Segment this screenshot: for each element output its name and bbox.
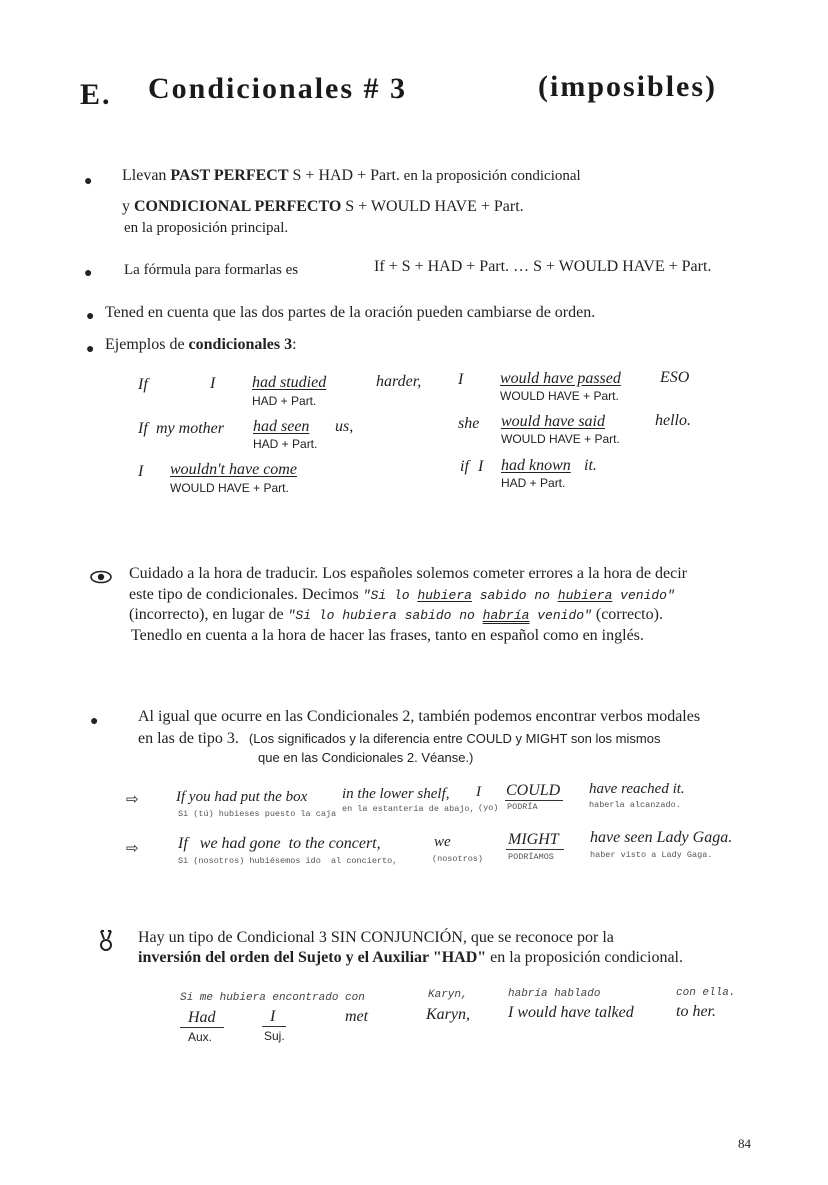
modals-line-2: en las de tipo 3. (Los significados y la diferencia entre COULD y MIGHT son los mismos <box>138 730 661 747</box>
inversion-word: met <box>345 1008 369 1025</box>
modal-example-translation: (nosotros) <box>432 854 484 864</box>
example-word: if <box>460 458 469 475</box>
modal-example-translation: Si (nosotros) hubiésemos ido al concierto, <box>178 856 398 866</box>
modals-line-3: que en las Condicionales 2. Véanse.) <box>258 750 474 765</box>
inversion-aux-label: Aux. <box>188 1030 213 1044</box>
inversion-translation: habría hablado <box>508 988 601 1000</box>
modal-verb: COULD <box>506 782 561 799</box>
example-verb: would have passed <box>500 370 621 387</box>
example-word: us, <box>335 418 354 435</box>
modals-line-1: Al igual que ocurre en las Condicionales 2, también podemos encontrar verbos modales <box>138 708 701 725</box>
example-verb: had known <box>501 457 571 474</box>
example-word: I <box>210 375 216 392</box>
modal-example-part: If we had gone to the concert, <box>178 835 381 852</box>
medal-icon <box>98 930 114 952</box>
example-word: If <box>138 420 148 437</box>
warning-line-1: Cuidado a la hora de traducir. Los españoles solemos cometer errores a la hora de decir <box>129 565 688 582</box>
example-verb-label: WOULD HAVE + Part. <box>500 389 619 403</box>
modal-underline <box>505 800 563 801</box>
modal-underline <box>506 849 564 850</box>
page-title: Condicionales # 3 <box>148 72 408 105</box>
modal-example-translation: haber visto a Lady Gaga. <box>590 850 713 860</box>
bullet-icon: ● <box>84 174 93 189</box>
bullet-1-line-1: Llevan PAST PERFECT S + HAD + Part. en la proposición condicional <box>122 167 581 184</box>
example-word: she <box>458 415 480 432</box>
modal-example-translation: en la estantería de abajo, <box>342 804 475 814</box>
bullet-2-text: La fórmula para formarlas es <box>124 262 299 278</box>
modal-example-part: If you had put the box <box>176 789 308 805</box>
section-letter: E. <box>80 78 112 111</box>
example-word: I <box>478 458 484 475</box>
eye-icon <box>90 570 112 584</box>
modal-example-translation: PODRÍA <box>507 802 538 812</box>
inversion-line-1: Hay un tipo de Condicional 3 SIN CONJUNCIÓN, que se reconoce por la <box>138 929 614 946</box>
example-word: If <box>138 376 148 393</box>
example-word: my mother <box>156 420 224 437</box>
inversion-word: I would have talked <box>508 1004 634 1021</box>
warning-line-2: este tipo de condicionales. Decimos "Si lo hubiera sabido no hubiera venido" <box>129 586 675 603</box>
inversion-translation: Karyn, <box>428 989 468 1001</box>
bullet-icon: ● <box>86 342 95 357</box>
modal-example-part: I <box>476 784 481 800</box>
modal-verb: MIGHT <box>508 831 559 848</box>
page-number: 84 <box>738 1136 751 1151</box>
example-word: ESO <box>660 369 690 386</box>
bullet-icon: ● <box>84 266 93 281</box>
example-verb-label: WOULD HAVE + Part. <box>501 432 620 446</box>
inversion-subject-label: Suj. <box>264 1029 285 1043</box>
modal-example-part: we <box>434 834 451 850</box>
warning-line-4: Tenedlo en cuenta a la hora de hacer las frases, tanto en español como en inglés. <box>131 627 644 644</box>
bullet-4-text: Ejemplos de condicionales 3: <box>105 336 297 353</box>
example-word: I <box>138 463 144 480</box>
modal-example-translation: haberla alcanzado. <box>589 800 681 810</box>
bullet-icon: ● <box>86 309 95 324</box>
inversion-word: Karyn, <box>426 1006 470 1023</box>
modal-example-translation: Si (tú) hubieses puesto la caja <box>178 809 337 819</box>
bullet-1-line-3: en la proposición principal. <box>124 220 289 236</box>
example-verb-label: HAD + Part. <box>253 437 318 451</box>
example-word: hello. <box>655 412 691 429</box>
bullet-2-formula: If + S + HAD + Part. … S + WOULD HAVE + Part. <box>374 258 712 275</box>
modal-example-translation: PODRÍAMOS <box>508 852 554 862</box>
bullet-icon: ● <box>90 714 99 729</box>
subject-underline <box>262 1026 286 1027</box>
inversion-line-2: inversión del orden del Sujeto y el Auxiliar "HAD" en la proposición condicional. <box>138 949 683 966</box>
inversion-aux: Had <box>188 1009 216 1026</box>
example-verb: would have said <box>501 413 605 430</box>
inversion-word: to her. <box>676 1003 716 1020</box>
example-verb: wouldn't have come <box>170 461 297 478</box>
inversion-translation: Si me hubiera encontrado con <box>180 992 365 1004</box>
bullet-3-text: Tened en cuenta que las dos partes de la oración pueden cambiarse de orden. <box>105 304 596 321</box>
inversion-translation: con ella. <box>676 987 736 999</box>
example-verb: had studied <box>252 374 327 391</box>
page-subtitle: (imposibles) <box>538 70 718 103</box>
example-verb: had seen <box>253 418 310 435</box>
example-word: harder, <box>376 373 422 390</box>
example-verb-label: HAD + Part. <box>252 394 317 408</box>
bullet-1-line-2: y CONDICIONAL PERFECTO S + WOULD HAVE + Part. <box>122 198 524 215</box>
modal-example-translation: (yo) <box>478 803 499 813</box>
modal-example-part: have reached it. <box>589 781 685 797</box>
inversion-subject: I <box>270 1008 276 1025</box>
example-verb-label: HAD + Part. <box>501 476 566 490</box>
modal-example-part: in the lower shelf, <box>342 786 450 802</box>
example-word: I <box>458 371 464 388</box>
example-verb-label: WOULD HAVE + Part. <box>170 481 289 495</box>
aux-underline <box>180 1027 224 1028</box>
modal-example-part: have seen Lady Gaga. <box>590 829 733 846</box>
arrow-right-icon: ⇨ <box>126 792 139 808</box>
warning-line-3: (incorrecto), en lugar de "Si lo hubiera sabido no habría venido" (correcto). <box>129 606 663 623</box>
arrow-right-icon: ⇨ <box>126 841 139 857</box>
example-word: it. <box>584 457 597 474</box>
